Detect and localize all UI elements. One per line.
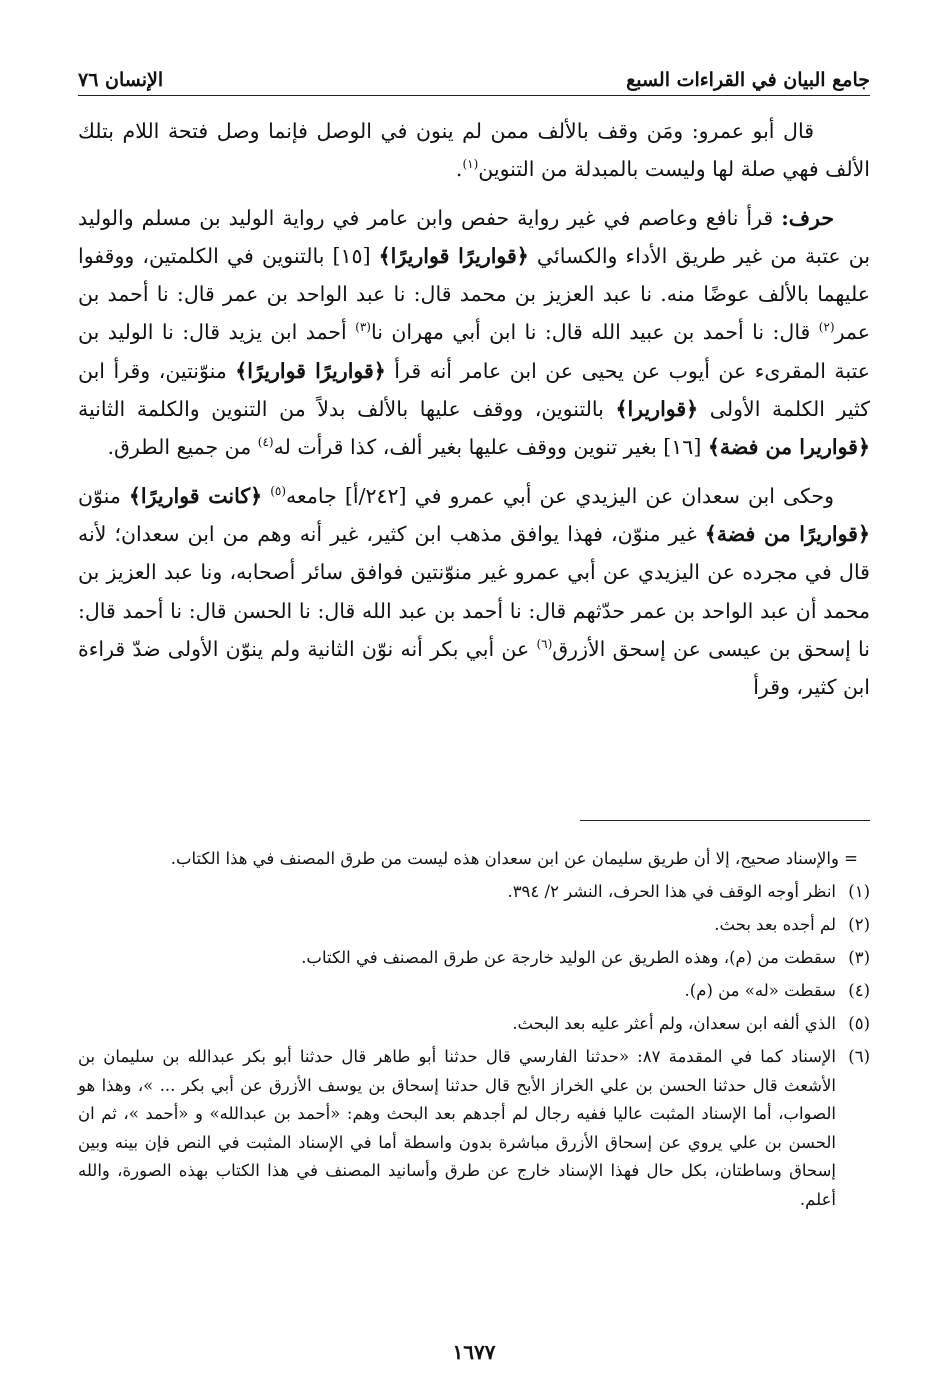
paragraph-1 [78,112,870,189]
footnotes [78,845,870,1219]
footnote-6 [78,1043,870,1214]
text-run: منوّنتين، وقرأ ابن كثير الكلمة الأولى [78,358,870,422]
footnote-ref: (٥) [270,483,287,498]
footnote-number: (٤) [848,981,870,1000]
quran-quote: ﴿قواريرًا قواريرًا﴾ [235,358,386,383]
text-run: بالتنوين، ووقف عليها بالألف بدلاً من التنوين والكلمة الثانية [78,397,616,422]
page-number: ١٦٧٧ [452,1340,496,1364]
paragraph-end: . [455,157,463,182]
main-text [78,112,870,716]
text-run: أحمد ابن يزيد قال: نا الوليد بن عتبة المقرىء عن أيوب عن يحيى عن ابن عامر أنه قرأ [78,320,871,383]
text-run: وحكى ابن سعدان عن اليزيدي عن أبي عمرو في [٢٤٢/أ] جامعه [286,483,834,508]
footnote-text: الإسناد كما في المقدمة ٨٧: «حدثنا الفارسي قال حدثنا أبو طاهر قال حدثنا أبو بكر عبدالله بن سليمان بن الأشعث قال حدثنا الحسن بن علي الخراز الأبح قال حدثنا إسحاق بن يوسف الأزرق عن أبي بكر ... »، وهذا هو الصواب، أما الإسناد المثبت عاليا ففيه رجال لم أجدهم بعد البحث وهم: «أحمد بن عبدالله» و «أحمد »، ثم ان الحسن بن علي يروي عن إسحاق الأزرق مباشرة بدون واسطة أما في الإسناد المثبت في النص فإن بينه وبين إسحاق وساطتان، بكل حال فهذا الإسناد خارج عن طرق وأسانيد المصنف في هذا الكتاب بهذه الصورة، والله أعلم. [78,1047,837,1209]
text-run: قرأ نافع وعاصم في غير رواية حفص وابن عامر في رواية الوليد بن مسلم والوليد بن عتبة من غير طريق الأداء والكسائي [78,205,871,268]
footnote-4 [78,977,870,1006]
quran-quote: ﴿قواريرًا قواريرًا﴾ [378,243,529,268]
footnote-ref: (٢) [818,320,835,335]
footnote-ref: (١) [462,157,479,172]
book-title: جامع البيان في القراءات السبع [626,69,870,91]
paragraph-text: قال أبو عمرو: ومَن وقف بالألف ممن لم ينون في الوصل فإنما وصل فتحة اللام بتلك الألف فهي صلة لها وليست بالمبدلة من التنوين [78,119,870,182]
footnote-continuation [78,845,870,874]
footnote-text: لم أجده بعد بحث. [714,915,836,934]
footnote-text: سقطت «له» من (م). [684,981,836,1000]
footnote-ref: (٣) [355,320,371,335]
footnote-number: (٥) [848,1014,870,1033]
chapter-label: الإنسان ٧٦ [78,69,164,91]
quran-quote: ﴿قواريرا﴾ [615,397,699,422]
footnote-1 [78,878,870,907]
text-run [262,484,270,508]
footnote-number: (٦) [848,1047,870,1066]
text-run: [١٥] بالتنوين في الكلمتين، ووقفوا عليهما بالألف عوضًا منه. نا عبد العزيز بن محمد قال: نا عبد الواحد بن عمر قال: نا أحمد بن عمر [78,243,871,345]
text-run: قال: نا أحمد بن عبيد الله قال: نا ابن أبي مهران نا [370,320,819,345]
footnote-3 [78,944,870,973]
quran-quote: ﴿قواريرا من فضة﴾ [707,435,870,460]
quran-quote: ﴿كانت قواريرًا﴾ [128,483,263,508]
text-run: [١٦] بغير تنوين ووقف عليها بغير ألف، كذا قرأت له [273,435,708,460]
footnote-ref: (٦) [536,637,553,652]
quran-quote: ﴿قواريرًا من فضة﴾ [704,521,870,546]
text-run: من جميع الطرق. [107,435,258,460]
text-run: عن أبي بكر أنه نوّن الثانية ولم ينوّن الأولى ضدّ قراءة ابن كثير، وقرأ [78,636,870,700]
footnote-text: = والإسناد صحيح، إلا أن طريق سليمان عن ابن سعدان هذه ليست من طرق المصنف في هذا الكتاب. [170,849,858,868]
footnote-text: الذي ألفه ابن سعدان، ولم أعثر عليه بعد البحث. [512,1014,836,1033]
footnote-2 [78,911,870,940]
footnote-number: (٣) [848,948,870,967]
harf-label: حرف: [781,205,834,230]
running-header [78,60,870,96]
footnote-5 [78,1010,870,1039]
footnote-number: (١) [848,882,870,901]
footnote-divider [580,820,870,821]
footnote-ref: (٤) [257,435,274,450]
paragraph-2 [78,199,870,467]
paragraph-3 [78,477,870,707]
text-run: غير منوّن، فهذا يوافق مذهب ابن كثير، غير أنه وهم من ابن سعدان؛ لأنه قال في مجرده عن اليزيدي عن أبي عمرو غير منوّنتين فوافق سائر أصحابه، ونا عبد العزيز بن محمد أن عبد الواحد بن عمر حدّثهم قال: نا أحمد بن عبد الله قال: نا الحسن قال: نا أحمد قال: نا إسحق بن عيسى عن إسحق الأزرق [78,521,870,661]
footnote-number: (٢) [848,915,870,934]
footnote-text: سقطت من (م)، وهذه الطريق عن الوليد خارجة عن طرق المصنف في الكتاب. [301,948,836,967]
text-run: منوّن [78,483,129,508]
footnote-text: انظر أوجه الوقف في هذا الحرف، النشر ٢/ ٣٩٤. [507,882,836,901]
